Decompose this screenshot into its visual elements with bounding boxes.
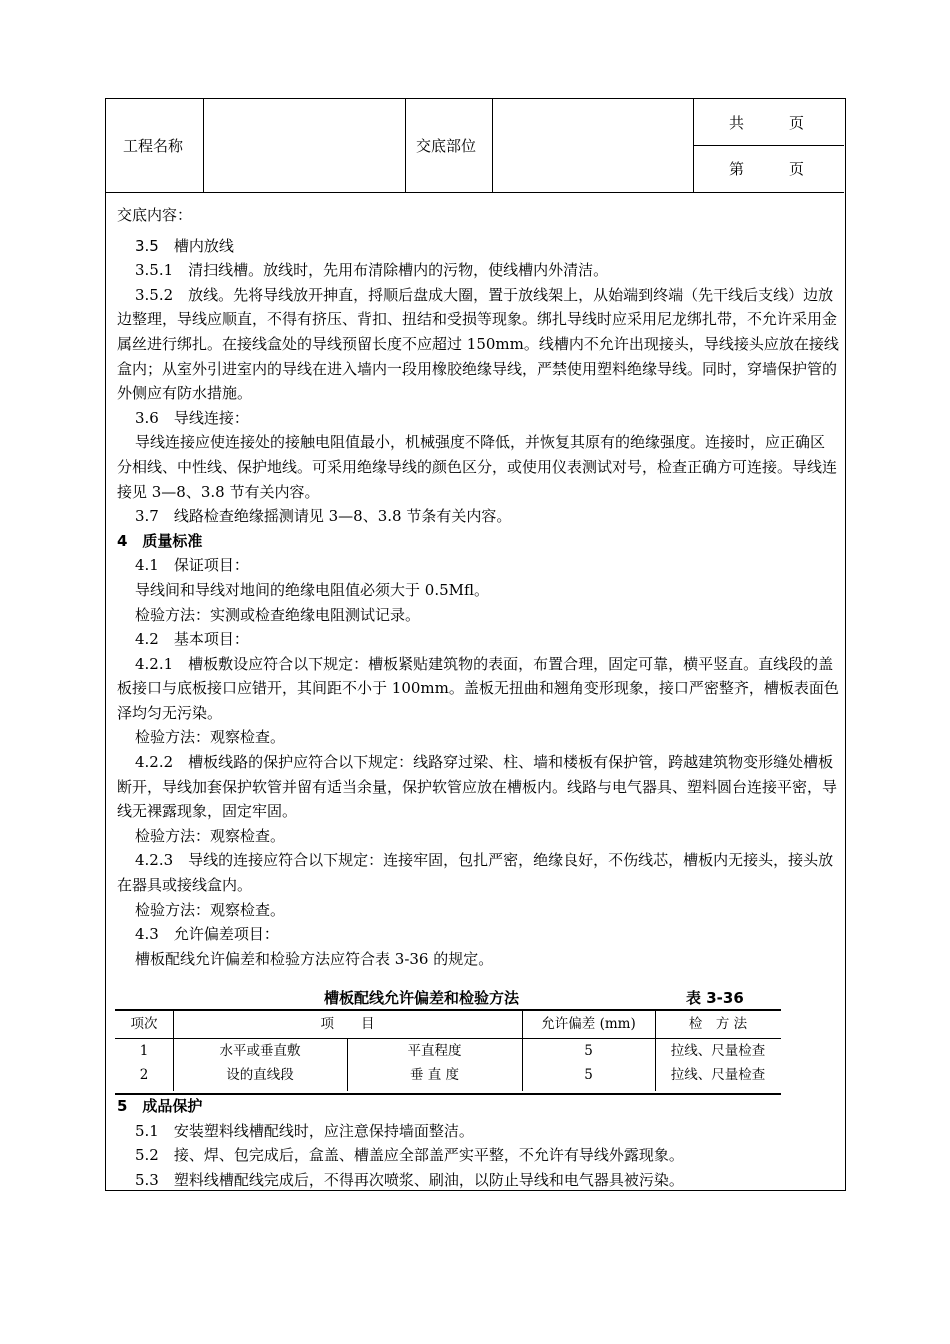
- section-5-1: 5.1 安装塑料线槽配线时，应注意保持墙面整洁。: [135, 1121, 474, 1140]
- section-4-2: 4.2 基本项目：: [135, 630, 249, 649]
- table-divider: [115, 1038, 781, 1039]
- table-cell-subitem: 平直程度: [407, 1043, 462, 1059]
- col-header-method: 检 方 法: [688, 1016, 748, 1032]
- table-cell-item: 设的直线段: [226, 1067, 294, 1083]
- table-cell-method: 拉线、尺量检查: [670, 1067, 766, 1083]
- col-header-no: 项次: [130, 1016, 158, 1032]
- table-cell-tolerance: 5: [584, 1043, 593, 1059]
- section-4-3-text: 槽板配线允许偏差和检验方法应符合表 3-36 的规定。: [135, 949, 494, 968]
- section-4-2-3-method: 检验方法：观察检查。: [135, 900, 286, 919]
- header-divider: [203, 99, 204, 192]
- table-cell-no: 1: [139, 1043, 149, 1059]
- section-4-heading: 4 质量标准: [117, 531, 203, 550]
- section-4-1-method: 检验方法：实测或检查绝缘电阻测试记录。: [135, 605, 421, 624]
- header-divider: [693, 145, 844, 146]
- section-4-2-2-method: 检验方法：观察检查。: [135, 826, 286, 845]
- section-3-5: 3.5 槽内放线: [135, 236, 234, 255]
- col-header-item: 项 目: [320, 1016, 375, 1032]
- section-5-heading: 5 成品保护: [117, 1097, 203, 1115]
- section-4-2-1: 4.2.1 槽板敷设应符合以下规定：槽板紧贴建筑物的表面，布置合理，固定可靠，横平竖直。直线段的盖板接口与底板接口应错开，其间距不小于 100mm。盖板无扭曲和翘角变形现象，接口严密整齐，槽板表面色泽均匀无污染。: [117, 654, 839, 722]
- page-number-label: 第 页: [729, 160, 805, 178]
- section-4-2-2: 4.2.2 槽板线路的保护应符合以下规定：线路穿过梁、柱、墙和楼板有保护管，跨越建筑物变形缝处槽板断开，导线加套保护软管并留有适当余量，保护软管应放在槽板内。线路与电气器具、塑料圆台连接平密，导线无裸露现象，固定牢固。: [117, 753, 838, 821]
- location-label: 交底部位: [416, 137, 477, 155]
- header-divider: [405, 99, 406, 192]
- project-name-label: 工程名称: [123, 137, 184, 155]
- table-cell-tolerance: 5: [584, 1067, 593, 1083]
- table-cell-subitem: 垂 直 度: [409, 1067, 460, 1083]
- product-protection: [117, 1094, 839, 1192]
- table-caption: 槽板配线允许偏差和检验方法: [324, 989, 520, 1007]
- section-3-6-text: 导线连接应使连接处的接触电阻值最小，机械强度不降低，并恢复其原有的绝缘强度。连接时，应正确区分相线、中性线、保护地线。可采用绝缘导线的颜色区分，或使用仪表测试对号，检查正确方可连接。导线连接见 3—8、3.8 节有关内容。: [117, 433, 838, 501]
- col-header-tolerance: 允许偏差 (mm): [541, 1016, 636, 1032]
- table-cell-method: 拉线、尺量检查: [670, 1043, 766, 1059]
- section-4-3: 4.3 允许偏差项目：: [135, 925, 279, 944]
- section-5-2: 5.2 接、焊、包完成后，盒盖、槽盖应全部盖严实平整，不允许有导线外露现象。: [135, 1146, 684, 1165]
- header-table: [106, 99, 844, 193]
- section-5-3: 5.3 塑料线槽配线完成后，不得再次喷浆、刷油，以防止导线和电气器具被污染。: [135, 1170, 684, 1189]
- disclosure-form: [105, 98, 846, 1191]
- section-4-2-1-method: 检验方法：观察检查。: [135, 728, 286, 747]
- section-3-5-2: 3.5.2 放线。先将导线放开抻直，捋顺后盘成大圈，置于放线架上，从始端到终端（先干线后支线）边放边整理，导线应顺直，不得有挤压、背扣、扭结和受损等现象。绑扎导线时应采用尼龙绑扎带，不允许采用金属丝进行绑扎。在接线盒处的导线预留长度不应超过 150mm。线槽内不允许出现接头，导线接头应放在接线盒内；从室外引进室内的导线在进入墙内一段用橡胶绝缘导线，严禁使用塑料绝缘导线。同时，穿墙保护管的外侧应有防水措施。: [117, 285, 839, 403]
- section-3-6: 3.6 导线连接：: [135, 408, 249, 427]
- section-4-1: 4.1 保证项目：: [135, 556, 249, 575]
- total-pages-label: 共 页: [729, 114, 805, 132]
- section-4-2-3: 4.2.3 导线的连接应符合以下规定：连接牢固，包扎严密，绝缘良好，不伤线芯，槽板内无接头，接头放在器具或接线盒内。: [117, 851, 834, 895]
- content-title: 交底内容：: [117, 206, 193, 224]
- header-divider: [492, 99, 493, 192]
- table-cell-no: 2: [139, 1067, 149, 1083]
- section-3-7: 3.7 线路检查绝缘摇测请见 3—8、3.8 节条有关内容。: [135, 507, 512, 526]
- section-4-1-text: 导线间和导线对地间的绝缘电阻值必须大于 0.5Mfl。: [135, 580, 489, 599]
- table-cell-item: 水平或垂直敷: [219, 1043, 301, 1059]
- section-3-5-1: 3.5.1 清扫线槽。放线时，先用布清除槽内的污物，使线槽内外清洁。: [135, 261, 609, 280]
- tolerance-table: [115, 1009, 781, 1095]
- table-number: 表 3-36: [686, 989, 744, 1007]
- disclosure-content: [117, 203, 839, 971]
